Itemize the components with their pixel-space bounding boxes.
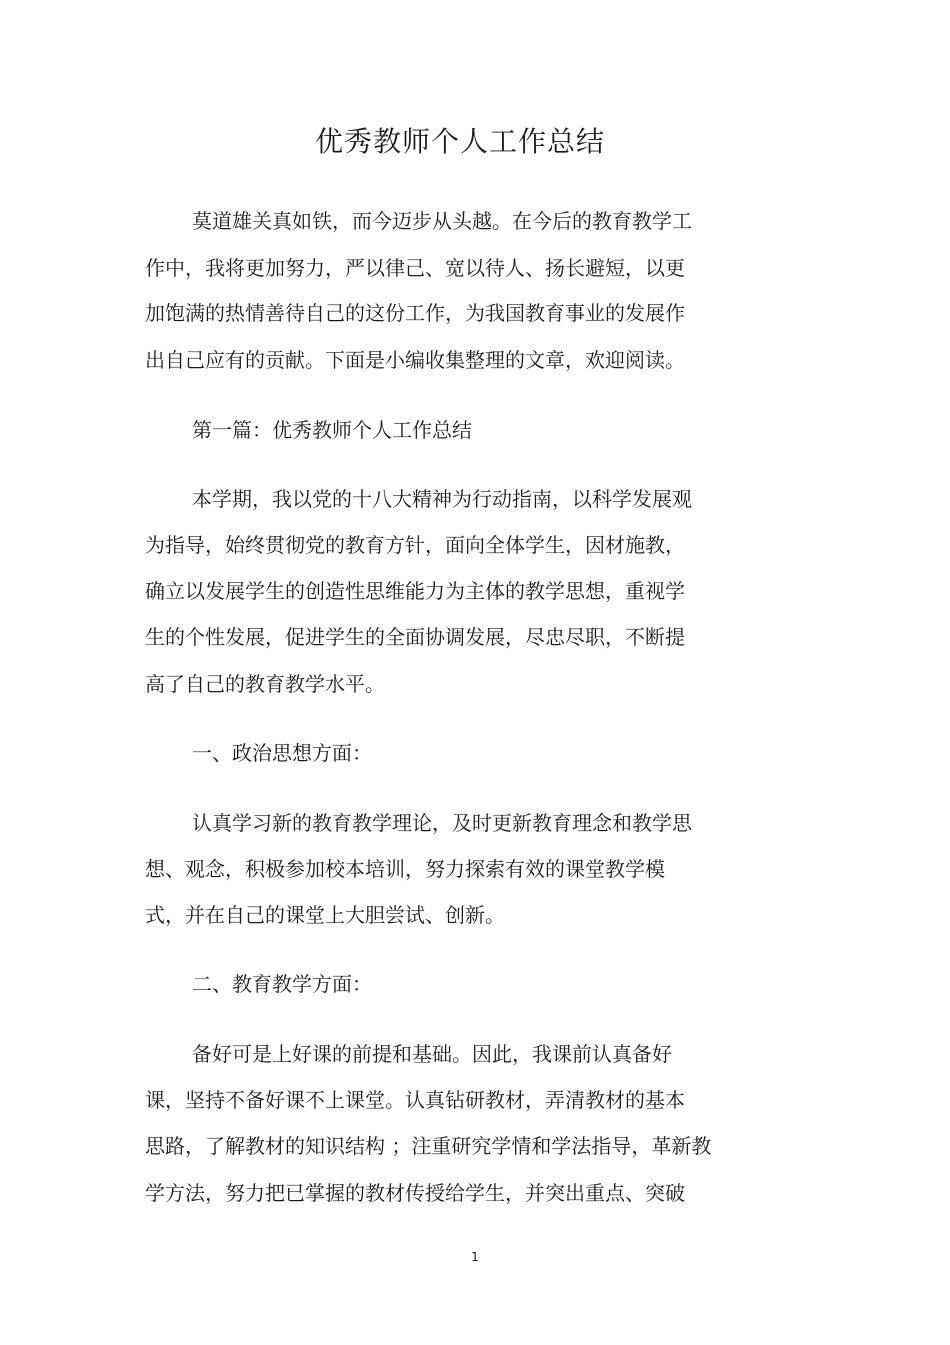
section-heading: 一、政治思想方面： <box>192 741 372 765</box>
paragraph-line: 作中，我将更加努力，严以律己、宽以待人、扬长避短，以更 <box>145 256 685 280</box>
paragraph-line: 思路，了解教材的知识结构 ；注重研究学情和学法指导，革新教 <box>145 1134 712 1158</box>
paragraph-line: 出自己应有的贡献。下面是小编收集整理的文章，欢迎阅读。 <box>145 348 685 372</box>
paragraph-line: 课，坚持不备好课不上课堂。认真钻研教材，弄清教材的基本 <box>145 1088 685 1112</box>
paragraph-line: 认真学习新的教育教学理论，及时更新教育理念和教学思 <box>192 811 692 835</box>
paragraph-line: 本学期，我以党的十八大精神为行动指南，以科学发展观 <box>192 487 692 511</box>
section-heading: 第一篇：优秀教师个人工作总结 <box>192 418 472 442</box>
paragraph-line: 确立以发展学生的创造性思维能力为主体的教学思想，重视学 <box>145 579 685 603</box>
paragraph-line: 为指导，始终贯彻党的教育方针，面向全体学生，因材施教， <box>145 533 685 557</box>
paragraph-line: 莫道雄关真如铁，而今迈步从头越。在今后的教育教学工 <box>192 209 692 233</box>
paragraph-line: 备好可是上好课的前提和基础。因此，我课前认真备好 <box>192 1042 672 1066</box>
section-heading: 二、教育教学方面： <box>192 972 372 996</box>
document-title: 优秀教师个人工作总结 <box>314 125 605 158</box>
paragraph-line: 生的个性发展，促进学生的全面协调发展，尽忠尽职，不断提 <box>145 625 685 649</box>
page-number: 1 <box>471 1250 479 1264</box>
paragraph-line: 想、观念，积极参加校本培训，努力探索有效的课堂教学模 <box>145 857 665 881</box>
paragraph-line: 式，并在自己的课堂上大胆尝试、创新。 <box>145 903 505 927</box>
paragraph-line: 加饱满的热情善待自己的这份工作，为我国教育事业的发展作 <box>145 301 685 325</box>
paragraph-line: 学方法，努力把已掌握的教材传授给学生，并突出重点、突破 <box>145 1181 685 1205</box>
paragraph-line: 高了自己的教育教学水平。 <box>145 672 385 696</box>
